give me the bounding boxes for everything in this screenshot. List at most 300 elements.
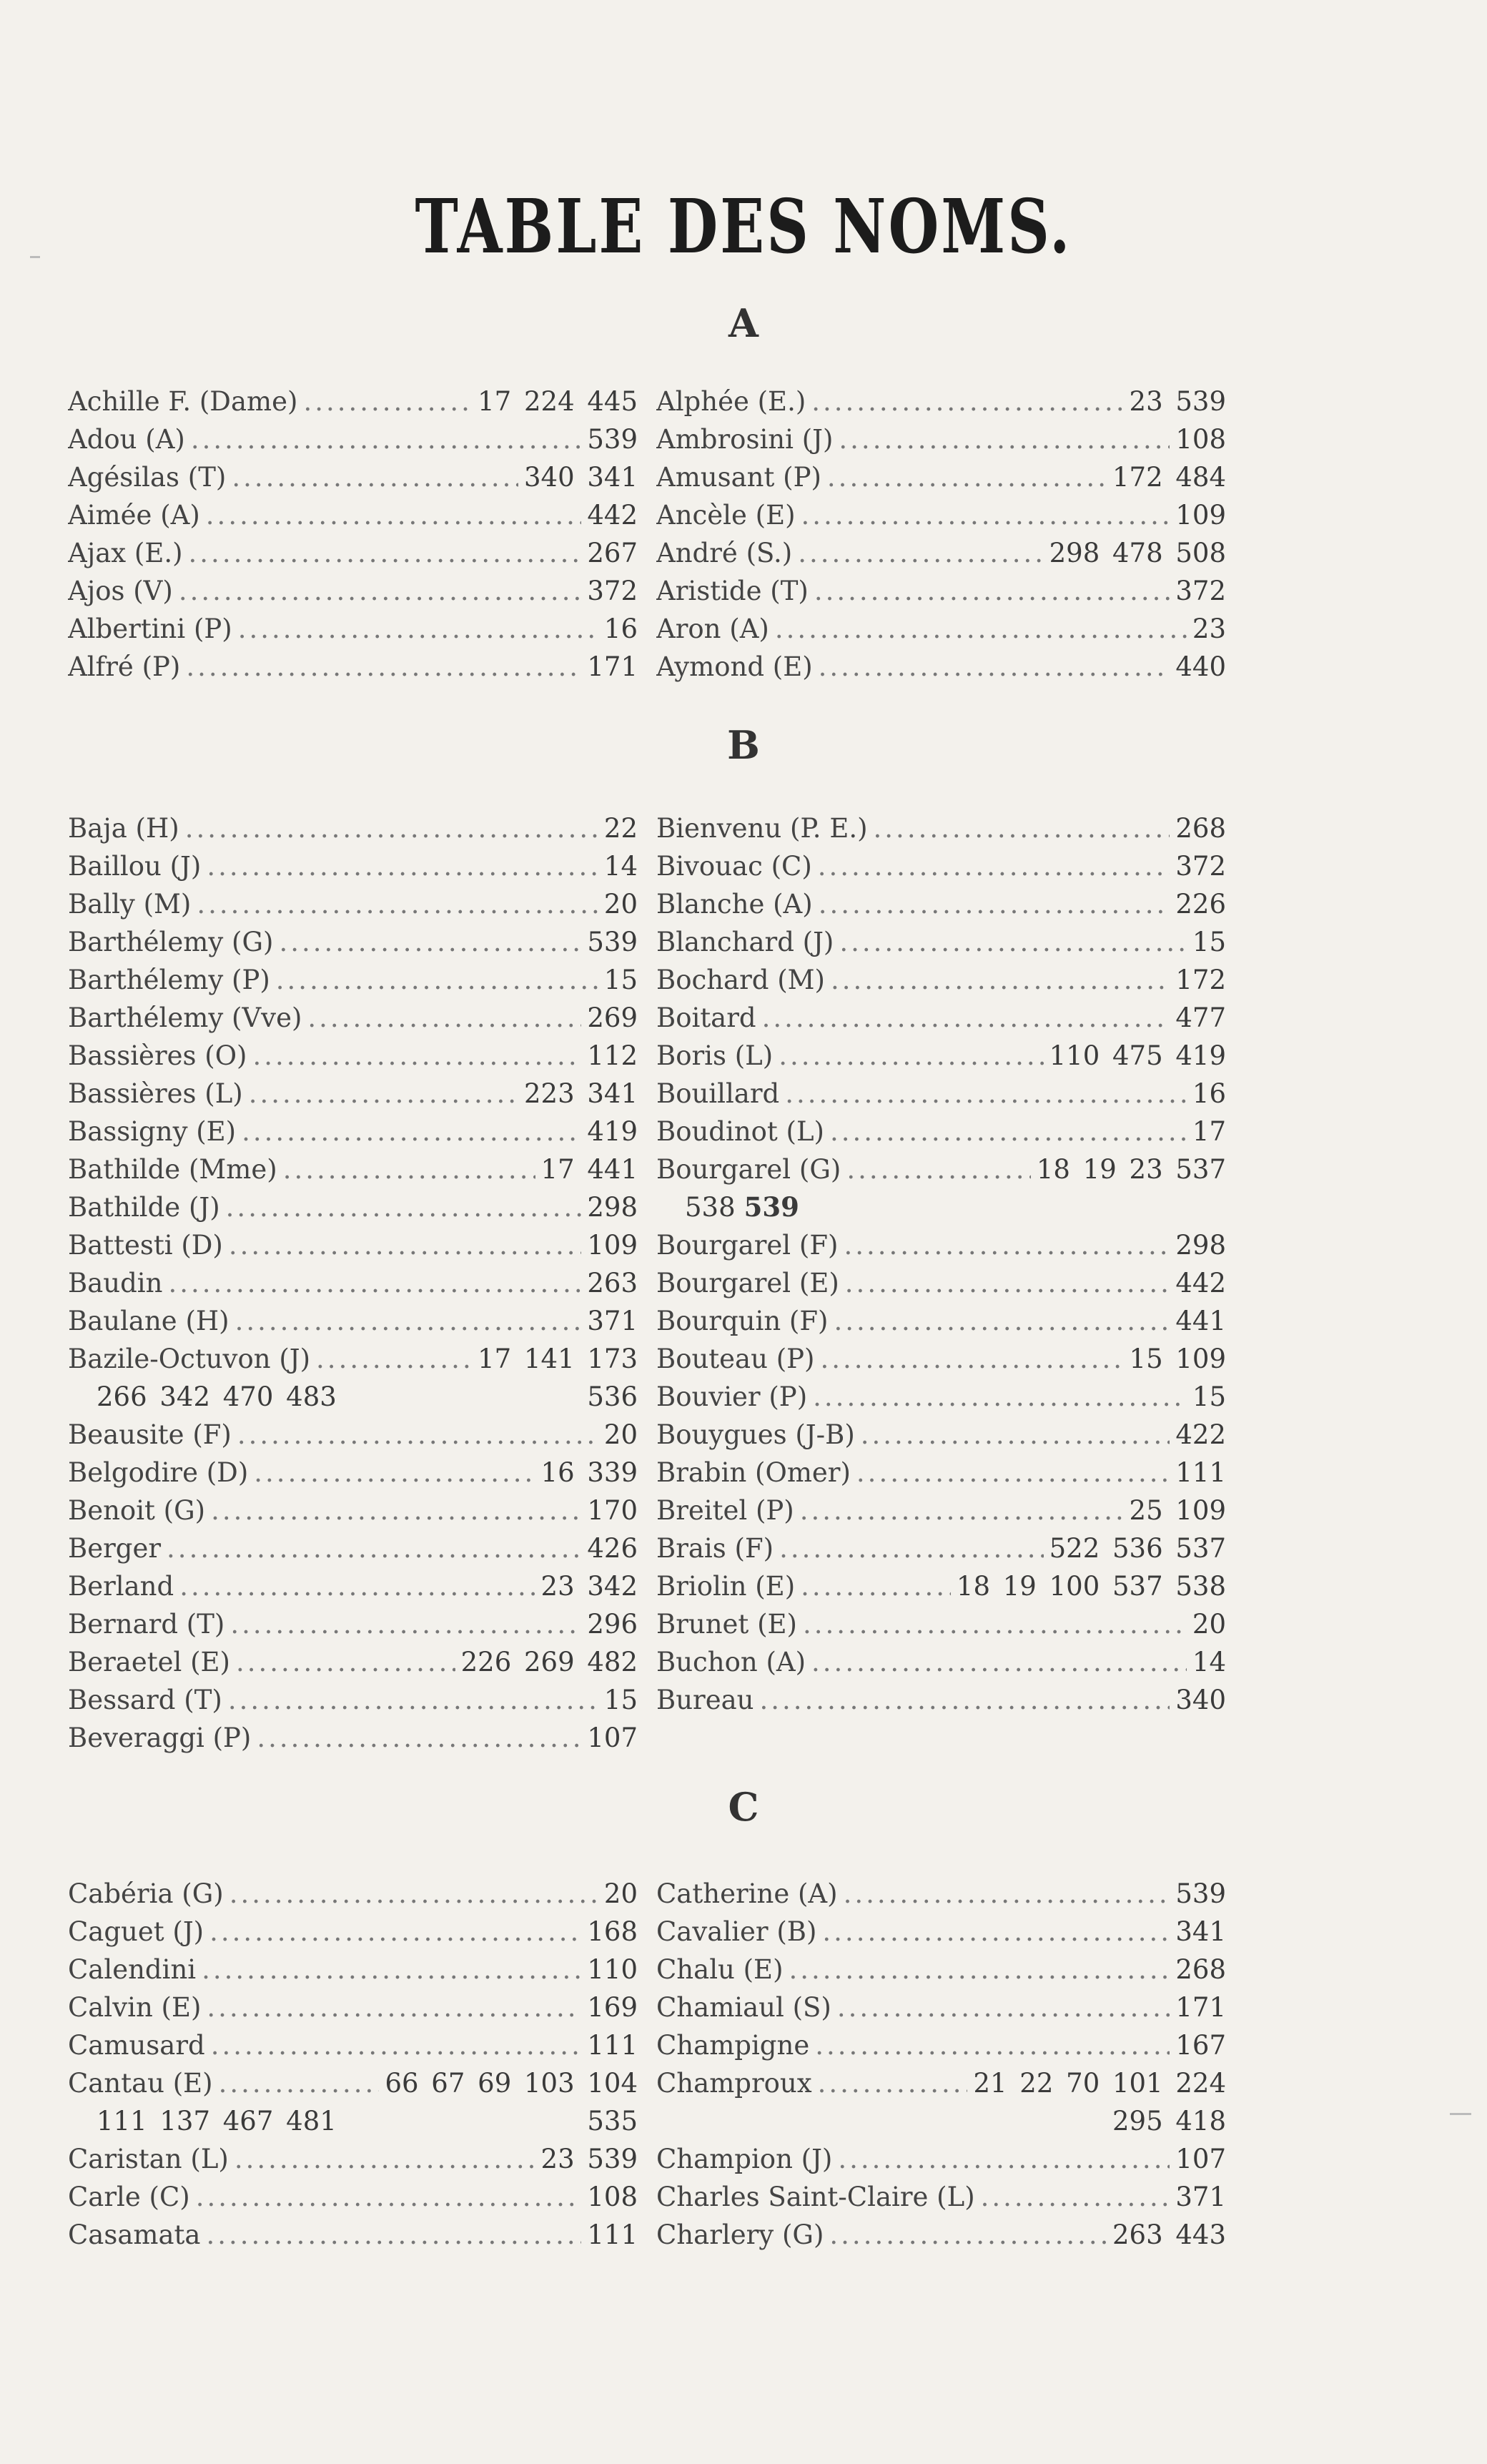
leader-dots [800, 1492, 1124, 1529]
entry-pages: 17 141 173 [478, 1344, 638, 1374]
entry-pages: 422 [1175, 1419, 1226, 1450]
entry-pages: 17 224 445 [478, 386, 638, 417]
leader-dots [874, 809, 1170, 847]
leader-dots [779, 1037, 1043, 1075]
section-letter-b: B [727, 722, 760, 768]
index-entry [68, 1913, 638, 1951]
index-entry [68, 2216, 638, 2254]
entry-pages: 171 [587, 651, 638, 682]
index-entry [656, 1113, 1226, 1150]
entry-name: Ajax (E.) [68, 538, 183, 568]
leader-dots [226, 1188, 582, 1226]
margin-mark [1450, 2113, 1471, 2115]
leader-dots [801, 496, 1170, 534]
leader-dots [254, 1454, 535, 1492]
entry-pages: 15 [603, 965, 638, 995]
index-entry [656, 923, 1226, 961]
index-entry [68, 999, 638, 1037]
entry-name: Bally (M) [68, 889, 192, 920]
entry-name: Ancèle (E) [656, 500, 796, 531]
entry-name: Bessard (T) [68, 1685, 222, 1715]
leader-dots [257, 1719, 581, 1757]
index-entry [68, 923, 638, 961]
entry-pages: 111 137 467 481 [97, 2106, 337, 2137]
entry-pages: 172 [1175, 965, 1226, 995]
leader-dots [202, 1951, 581, 1989]
leader-dots [844, 1226, 1170, 1264]
index-entry [68, 1340, 638, 1378]
entry-pages: 372 [587, 576, 638, 606]
index-entry [656, 1075, 1226, 1113]
leader-dots [846, 1150, 1031, 1188]
leader-dots [829, 2216, 1107, 2254]
leader-dots [209, 1913, 581, 1951]
entry-pages: 296 [587, 1609, 638, 1640]
entry-name: Amusant (P) [656, 462, 821, 493]
entry-pages: 22 [603, 813, 638, 844]
section-a-left-column [68, 383, 638, 686]
entry-name: Bourgarel (G) [656, 1154, 841, 1185]
entry-name: Bassières (O) [68, 1040, 247, 1071]
entry-pages: 18 19 23 537 [1036, 1154, 1226, 1185]
entry-name: Adou (A) [68, 424, 185, 455]
entry-name: Bourgarel (E) [656, 1268, 839, 1298]
index-entry [68, 809, 638, 847]
entry-name: Carle (C) [68, 2182, 190, 2212]
leader-dots [760, 1681, 1170, 1719]
section-c [68, 1875, 1226, 2254]
leader-dots [219, 2064, 380, 2102]
entry-name: Aristide (T) [656, 576, 809, 606]
index-entry [656, 648, 1226, 686]
entry-pages: 223 341 [523, 1078, 638, 1109]
entry-pages: 426 [587, 1533, 638, 1564]
leader-dots [845, 1264, 1170, 1302]
entry-pages: 298 478 508 [1049, 538, 1226, 568]
entry-pages: 20 [1192, 1609, 1226, 1640]
leader-dots [232, 458, 518, 496]
entry-name: Beveraggi (P) [68, 1723, 252, 1753]
entry-name: Charlery (G) [656, 2219, 824, 2250]
entry-name: Baillou (J) [68, 851, 202, 882]
index-entry [68, 1989, 638, 2026]
entry-pages: 21 22 70 101 224 [973, 2068, 1226, 2099]
index-entry [68, 1302, 638, 1340]
entry-pages: 226 [1175, 889, 1226, 920]
leader-dots [229, 1875, 598, 1913]
leader-dots [303, 383, 472, 420]
entry-pages: 340 [1175, 1685, 1226, 1715]
leader-dots [249, 1075, 518, 1113]
entry-pages-tail: 535 [587, 2106, 638, 2137]
index-entry [68, 2026, 638, 2064]
entry-name: Bourgarel (F) [656, 1230, 839, 1261]
entry-name: Calvin (E) [68, 1992, 202, 2023]
leader-dots [207, 1989, 581, 2026]
index-entry [656, 1188, 1226, 1226]
leader-dots [211, 1492, 581, 1529]
leader-dots [789, 1951, 1170, 1989]
leader-dots [785, 1075, 1187, 1113]
entry-pages: 371 [1175, 2182, 1226, 2212]
entry-pages: 263 [587, 1268, 638, 1298]
index-entry [68, 1951, 638, 1989]
entry-pages: 268 [1175, 813, 1226, 844]
entry-name: Baulane (H) [68, 1306, 229, 1336]
entry-page-bold: 539 [744, 1191, 799, 1223]
leader-dots [818, 2064, 968, 2102]
entry-name: Champion (J) [656, 2144, 833, 2174]
entry-name: Beausite (F) [68, 1419, 232, 1450]
index-entry [656, 383, 1226, 420]
leader-dots [191, 420, 582, 458]
entry-pages: 268 [1175, 1954, 1226, 1985]
entry-name: Bernard (T) [68, 1609, 225, 1640]
leader-dots [197, 885, 598, 923]
index-entry [656, 2140, 1226, 2178]
index-entry [68, 1226, 638, 1264]
leader-dots [228, 1681, 598, 1719]
entry-name: Agésilas (T) [68, 462, 227, 493]
entry-name: Boitard [656, 1002, 756, 1033]
index-entry [68, 1681, 638, 1719]
leader-dots [242, 1113, 581, 1150]
leader-dots [236, 1643, 455, 1681]
entry-pages: 298 [587, 1192, 638, 1223]
entry-name: Breitel (P) [656, 1495, 794, 1526]
entry-pages: 66 67 69 103 104 [385, 2068, 638, 2099]
entry-name: Brunet (E) [656, 1609, 797, 1640]
section-b-right-column [656, 809, 1226, 1757]
leader-dots [815, 2026, 1170, 2064]
leader-dots [253, 1037, 582, 1075]
entry-name: Bouygues (J-B) [656, 1419, 855, 1450]
index-entry [656, 420, 1226, 458]
entry-name: André (S.) [656, 538, 793, 568]
leader-dots [206, 496, 582, 534]
entry-pages: 372 [1175, 576, 1226, 606]
index-entry [68, 1529, 638, 1567]
entry-pages: 442 [1175, 1268, 1226, 1298]
entry-pages: 169 [587, 1992, 638, 2023]
leader-dots [811, 383, 1123, 420]
section-b-left-column [68, 809, 638, 1757]
leader-dots [827, 458, 1107, 496]
index-entry [656, 1492, 1226, 1529]
entry-pages: 15 109 [1129, 1344, 1226, 1374]
entry-pages: 267 [587, 538, 638, 568]
entry-pages: 371 [587, 1306, 638, 1336]
index-entry [656, 1529, 1226, 1567]
entry-name: Berger [68, 1533, 162, 1564]
index-entry [68, 885, 638, 923]
entry-name: Beraetel (E) [68, 1647, 230, 1677]
leader-dots [856, 1454, 1170, 1492]
entry-pages: 111 [1175, 1457, 1226, 1488]
index-entry [656, 961, 1226, 999]
index-entry [656, 496, 1226, 534]
entry-pages: 168 [587, 1916, 638, 1947]
leader-dots [167, 1529, 581, 1567]
entry-name: Bathilde (Mme) [68, 1154, 277, 1185]
entry-name: Baja (H) [68, 813, 179, 844]
index-entry [656, 2064, 1226, 2102]
leader-dots [837, 1989, 1170, 2026]
index-entry [68, 610, 638, 648]
index-entry [68, 1605, 638, 1643]
index-entry [656, 1605, 1226, 1643]
section-c-right-column [656, 1875, 1226, 2254]
index-entry [68, 2102, 638, 2140]
entry-name: Bouillard [656, 1078, 780, 1109]
index-entry [656, 572, 1226, 610]
entry-pages: 298 [1175, 1230, 1226, 1261]
entry-pages: 17 [1192, 1116, 1226, 1147]
leader-dots [207, 2216, 582, 2254]
leader-dots [813, 1378, 1187, 1416]
margin-mark [30, 256, 40, 258]
entry-name: Champroux [656, 2068, 812, 2099]
index-entry [68, 1875, 638, 1913]
entry-pages: 295 418 [1112, 2106, 1226, 2137]
entry-name: Ambrosini (J) [656, 424, 834, 455]
entry-pages: 112 [587, 1040, 638, 1071]
entry-pages: 170 [587, 1495, 638, 1526]
entry-name: Calendini [68, 1954, 197, 1985]
entry-pages: 107 [587, 1723, 638, 1753]
entry-name: Bathilde (J) [68, 1192, 220, 1223]
section-letter-a: A [728, 300, 759, 346]
entry-pages: 15 [603, 1685, 638, 1715]
entry-pages: 266 342 470 483 [97, 1381, 337, 1412]
index-entry [656, 534, 1226, 572]
entry-name: Bureau [656, 1685, 754, 1715]
entry-pages: 108 [1175, 424, 1226, 455]
leader-dots [235, 1302, 582, 1340]
index-entry [68, 648, 638, 686]
entry-pages: 340 341 [523, 462, 638, 493]
section-c-left-column [68, 1875, 638, 2254]
leader-dots [844, 1875, 1170, 1913]
leader-dots [196, 2178, 582, 2216]
leader-dots [819, 885, 1170, 923]
entry-pages: 419 [587, 1116, 638, 1147]
leader-dots [186, 648, 581, 686]
entry-pages: 539 [1175, 1878, 1226, 1909]
entry-name: Bienvenu (P. E.) [656, 813, 868, 844]
entry-pages: 440 [1175, 651, 1226, 682]
leader-dots [229, 1226, 582, 1264]
leader-dots [775, 610, 1187, 648]
entry-pages: 23 539 [1129, 386, 1226, 417]
index-entry [656, 1454, 1226, 1492]
entry-pages: 108 [587, 2182, 638, 2212]
entry-name: Chamiaul (S) [656, 1992, 831, 2023]
entry-pages: 16 339 [540, 1457, 638, 1488]
entry-name: Berland [68, 1571, 174, 1602]
leader-dots [279, 923, 581, 961]
entry-pages: 171 [1175, 1992, 1226, 2023]
leader-dots [185, 809, 598, 847]
entry-name: Alphée (E.) [656, 386, 806, 417]
entry-pages-tail: 536 [587, 1381, 638, 1412]
entry-name: Aimée (A) [68, 500, 200, 531]
index-entry [656, 1567, 1226, 1605]
leader-dots [811, 1643, 1187, 1681]
entry-pages: 110 475 419 [1049, 1040, 1226, 1071]
section-a-right-column [656, 383, 1226, 686]
leader-dots [818, 847, 1170, 885]
index-entry [656, 2178, 1226, 2216]
leader-dots [179, 572, 582, 610]
entry-name: Blanche (A) [656, 889, 813, 920]
leader-dots [179, 1567, 535, 1605]
entry-name: Bassigny (E) [68, 1116, 237, 1147]
entry-name: Bazile-Octuvon (J) [68, 1344, 311, 1374]
index-entry [68, 1719, 638, 1757]
entry-pages: 522 536 537 [1049, 1533, 1226, 1564]
index-entry [68, 496, 638, 534]
leader-dots [230, 1605, 581, 1643]
entry-pages: 16 [603, 613, 638, 644]
entry-name: Baudin [68, 1268, 163, 1298]
entry-pages: 20 [603, 1419, 638, 1450]
entry-pages: 107 [1175, 2144, 1226, 2174]
index-entry [68, 961, 638, 999]
leader-dots [830, 1113, 1187, 1150]
entry-pages: 372 [1175, 851, 1226, 882]
entry-pages: 539 [587, 424, 638, 455]
entry-name: Bourquin (F) [656, 1306, 829, 1336]
leader-dots [838, 2140, 1170, 2178]
section-a [68, 383, 1226, 686]
index-entry [656, 809, 1226, 847]
entry-name: Briolin (E) [656, 1571, 796, 1602]
page-title: TABLE DES NOMS. [415, 182, 1072, 270]
entry-name: Bassières (L) [68, 1078, 243, 1109]
entry-pages: 23 342 [540, 1571, 638, 1602]
index-entry [68, 1037, 638, 1075]
index-entry [656, 610, 1226, 648]
index-entry [656, 1643, 1226, 1681]
leader-dots [831, 961, 1170, 999]
entry-pages: 442 [587, 500, 638, 531]
index-entry [656, 1875, 1226, 1913]
entry-name: Barthélemy (G) [68, 927, 274, 957]
entry-pages: 269 [587, 1002, 638, 1033]
leader-dots [839, 420, 1170, 458]
entry-name: Bivouac (C) [656, 851, 812, 882]
entry-pages: 111 [587, 2219, 638, 2250]
entry-name: Bochard (M) [656, 965, 825, 995]
entry-name: Chalu (E) [656, 1954, 784, 1985]
index-entry [656, 1340, 1226, 1378]
entry-pages: 167 [1175, 2030, 1226, 2061]
section-letter-c: C [728, 1784, 759, 1830]
entry-name: Cavalier (B) [656, 1916, 817, 1947]
entry-pages: 20 [603, 1878, 638, 1909]
leader-dots [981, 2178, 1170, 2216]
leader-dots [762, 999, 1170, 1037]
entry-name: Catherine (A) [656, 1878, 838, 1909]
entry-pages: 15 [1192, 927, 1226, 957]
entry-name: Blanchard (J) [656, 927, 834, 957]
leader-dots [207, 847, 598, 885]
entry-name: Barthélemy (P) [68, 965, 270, 995]
index-entry [656, 2216, 1226, 2254]
index-entry [656, 1989, 1226, 2026]
entry-name: Aron (A) [656, 613, 769, 644]
entry-pages: 109 [587, 1230, 638, 1261]
leader-dots [238, 610, 598, 648]
entry-pages: 17 441 [540, 1154, 638, 1185]
leader-dots [316, 1340, 472, 1378]
entry-pages: 109 [1175, 500, 1226, 531]
entry-name: Brabin (Omer) [656, 1457, 851, 1488]
entry-name: Barthélemy (Vve) [68, 1002, 302, 1033]
leader-dots [276, 961, 598, 999]
entry-name: Benoit (G) [68, 1495, 206, 1526]
index-entry [68, 572, 638, 610]
leader-dots [234, 2140, 535, 2178]
leader-dots [801, 1567, 951, 1605]
leader-dots [822, 1913, 1170, 1951]
entry-name: Albertini (P) [68, 613, 232, 644]
index-entry [656, 885, 1226, 923]
entry-name: Battesti (D) [68, 1230, 223, 1261]
index-entry [68, 847, 638, 885]
entry-pages: 15 [1192, 1381, 1226, 1412]
index-entry [656, 1681, 1226, 1719]
index-entry [68, 1075, 638, 1113]
index-entry [68, 1150, 638, 1188]
entry-name: Champigne [656, 2030, 810, 2061]
index-entry [656, 1302, 1226, 1340]
entry-name: Bouteau (P) [656, 1344, 815, 1374]
index-entry [656, 2102, 1226, 2140]
index-entry [656, 1378, 1226, 1416]
index-entry [656, 999, 1226, 1037]
entry-name: Charles Saint-Claire (L) [656, 2182, 975, 2212]
index-entry [68, 1188, 638, 1226]
section-b [68, 809, 1226, 1757]
index-entry [656, 2026, 1226, 2064]
entry-pages: 226 269 482 [460, 1647, 638, 1677]
index-entry [68, 1378, 638, 1416]
index-entry [656, 847, 1226, 885]
index-entry [656, 1913, 1226, 1951]
entry-pages: 172 484 [1112, 462, 1226, 493]
entry-pages: 538 [685, 1192, 736, 1223]
entry-name: Casamata [68, 2219, 201, 2250]
index-entry [68, 2178, 638, 2216]
entry-name: Caguet (J) [68, 1916, 204, 1947]
index-entry [68, 2064, 638, 2102]
index-entry [68, 1492, 638, 1529]
leader-dots [820, 1340, 1123, 1378]
index-entry [68, 420, 638, 458]
index-entry [68, 383, 638, 420]
entry-pages: 111 [587, 2030, 638, 2061]
entry-name: Caristan (L) [68, 2144, 229, 2174]
leader-dots [779, 1529, 1044, 1567]
entry-pages: 341 [1175, 1916, 1226, 1947]
index-entry [68, 1416, 638, 1454]
entry-pages: 110 [587, 1954, 638, 1985]
entry-name: Ajos (V) [68, 576, 173, 606]
index-entry [656, 1226, 1226, 1264]
entry-name: Buchon (A) [656, 1647, 806, 1677]
